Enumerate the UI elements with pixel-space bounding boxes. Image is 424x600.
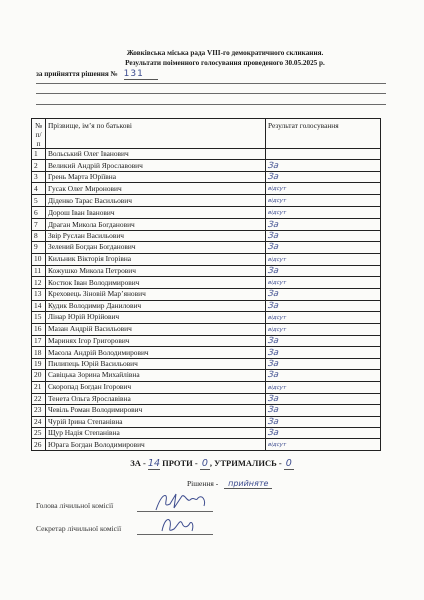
row-number: 1 — [32, 149, 46, 160]
row-number: 4 — [32, 183, 46, 195]
table-row — [32, 160, 381, 171]
table-row — [32, 370, 381, 381]
vote-table — [31, 118, 381, 451]
vote-result: За — [267, 416, 280, 427]
deputy-name: Гусак Олег Миронович — [46, 183, 266, 195]
deputy-name: Лінар Юрій Юрійович — [46, 311, 266, 323]
table-row — [32, 311, 381, 323]
vote-result: відсут — [267, 326, 287, 333]
deputy-name: Чурій Ірина Степанівна — [46, 416, 266, 427]
vote-result-cell — [266, 253, 381, 265]
utrymalys-label: УТРИМАЛИСЬ - — [214, 458, 282, 468]
table-row — [32, 416, 381, 427]
vote-result: За — [267, 265, 280, 276]
row-number: 25 — [32, 428, 46, 439]
table-row — [32, 171, 381, 182]
row-number: 16 — [32, 323, 46, 335]
blank-line — [36, 93, 386, 94]
table-row — [32, 439, 381, 451]
col-result-header: Результат голосування — [266, 119, 381, 149]
row-number: 3 — [32, 171, 46, 182]
vote-result: За — [267, 405, 280, 416]
deputy-name: Савіцька Зорина Михайлівна — [46, 370, 266, 381]
deputy-name: Тенета Ольга Ярославівна — [46, 393, 266, 404]
vote-result: За — [267, 336, 280, 347]
deputy-name: Креховець Зіновій Мар’янович — [46, 289, 266, 300]
row-number: 15 — [32, 311, 46, 323]
row-number: 2 — [32, 160, 46, 171]
decision-result-value: прийняте — [224, 479, 272, 489]
vote-result: За — [267, 289, 280, 300]
table-row — [32, 358, 381, 369]
row-number: 19 — [32, 358, 46, 369]
vote-table-body — [32, 149, 381, 451]
deputy-name: Дорош Іван Іванович — [46, 207, 266, 219]
deputy-name: Мазан Андрій Васильович — [46, 323, 266, 335]
row-number: 17 — [32, 335, 46, 346]
vote-result: За — [267, 370, 280, 381]
deputy-name: Чевіль Роман Володимирович — [46, 405, 266, 416]
proty-label: ПРОТИ - — [162, 458, 198, 468]
decision-line — [36, 69, 158, 80]
vote-result-cell — [266, 323, 381, 335]
vote-result: За — [267, 359, 280, 370]
vote-result: За — [267, 242, 280, 253]
vote-result-cell — [266, 219, 381, 230]
deputy-name: Маринях Ігор Григорович — [46, 335, 266, 346]
deputy-name: Великий Андрій Ярославович — [46, 160, 266, 171]
deputy-name: Кильник Вікторія Ігорівна — [46, 253, 266, 265]
deputy-name: Вольський Олег Іванович — [46, 149, 266, 160]
proty-value: 0 — [201, 458, 208, 469]
table-row — [32, 207, 381, 219]
table-row — [32, 428, 381, 439]
table-row — [32, 335, 381, 346]
deputy-name: Драган Микола Богданович — [46, 219, 266, 230]
vote-result-cell — [266, 335, 381, 346]
deputy-name: Костюк Іван Володимирович — [46, 277, 266, 289]
row-number: 14 — [32, 300, 46, 311]
za-value: 14 — [147, 458, 161, 469]
deputy-name: Кожушко Микола Петрович — [46, 265, 266, 276]
deputy-name: Звір Руслан Васильович — [46, 230, 266, 241]
deputy-name: Скоропад Богдан Ігорович — [46, 381, 266, 393]
vote-result: відсут — [267, 314, 287, 321]
vote-result: За — [267, 160, 280, 171]
row-number: 8 — [32, 230, 46, 241]
table-row — [32, 300, 381, 311]
vote-result: відсут — [267, 198, 287, 205]
vote-result: відсут — [267, 256, 287, 263]
vote-result-cell — [266, 195, 381, 207]
col-number-header: № п/п — [32, 119, 46, 149]
vote-result-cell — [266, 416, 381, 427]
vote-result-cell — [266, 405, 381, 416]
table-row — [32, 195, 381, 207]
table-header-row — [32, 119, 381, 149]
vote-result-cell — [266, 149, 381, 160]
blank-line — [36, 104, 386, 105]
deputy-name: Пилипець Юрій Васильович — [46, 358, 266, 369]
table-row — [32, 230, 381, 241]
table-row — [32, 289, 381, 300]
vote-result-cell — [266, 242, 381, 253]
deputy-name: Юрага Богдан Володимирович — [46, 439, 266, 451]
vote-result-cell — [266, 289, 381, 300]
row-number: 23 — [32, 405, 46, 416]
vote-result-cell — [266, 277, 381, 289]
vote-result: За — [267, 300, 280, 311]
table-row — [32, 393, 381, 404]
vote-result-cell — [266, 370, 381, 381]
secretary-signature — [158, 513, 198, 537]
row-number: 7 — [32, 219, 46, 230]
deputy-name: Діденко Тарас Васильович — [46, 195, 266, 207]
table-row — [32, 149, 381, 160]
secretary-label: Секретар лічильної комісії — [36, 524, 122, 533]
vote-result-cell — [266, 393, 381, 404]
decision-number: 131 — [124, 69, 158, 80]
row-number: 5 — [32, 195, 46, 207]
vote-result: відсут — [267, 210, 287, 217]
deputy-name: Маєола Андрій Володимирович — [46, 347, 266, 358]
vote-result-cell — [266, 347, 381, 358]
blank-line — [36, 83, 386, 84]
vote-result-cell — [266, 230, 381, 241]
za-label: ЗА - — [130, 458, 146, 468]
deputy-name: Зелений Богдан Богданович — [46, 242, 266, 253]
decision-result — [187, 479, 272, 488]
vote-result-cell — [266, 171, 381, 182]
table-row — [32, 219, 381, 230]
vote-result: За — [267, 428, 280, 439]
vote-result-cell — [266, 358, 381, 369]
row-number: 11 — [32, 265, 46, 276]
header-council-title: Жовківська міська рада VIII-го демократичного скликання. — [126, 49, 324, 57]
vote-result: відсут — [267, 280, 287, 287]
chair-signature — [152, 490, 212, 514]
table-row — [32, 323, 381, 335]
row-number: 13 — [32, 289, 46, 300]
row-number: 6 — [32, 207, 46, 219]
decision-result-label: Рішення - — [187, 479, 219, 488]
table-row — [32, 265, 381, 276]
vote-result: За — [267, 347, 280, 358]
row-number: 10 — [32, 253, 46, 265]
row-number: 26 — [32, 439, 46, 451]
row-number: 24 — [32, 416, 46, 427]
vote-result-cell — [266, 207, 381, 219]
col-name-header: Прізвище, ім’я по батькові — [46, 119, 266, 149]
vote-result-cell — [266, 265, 381, 276]
header-vote-title: Результати поіменного голосування проведеного 30.05.2025 р. — [125, 59, 325, 67]
totals-line: ЗА - 14 ПРОТИ - 0 , УТРИМАЛИСЬ - 0 — [130, 458, 292, 469]
vote-result-cell — [266, 311, 381, 323]
vote-result: відсут — [267, 384, 287, 391]
table-row — [32, 277, 381, 289]
vote-result: За — [267, 172, 280, 183]
deputy-name: Щур Надія Степанівна — [46, 428, 266, 439]
vote-result: відсут — [267, 186, 287, 193]
vote-result-cell — [266, 439, 381, 451]
table-row — [32, 347, 381, 358]
vote-result-cell — [266, 300, 381, 311]
table-row — [32, 242, 381, 253]
row-number: 18 — [32, 347, 46, 358]
vote-result: За — [267, 393, 280, 404]
row-number: 9 — [32, 242, 46, 253]
table-row — [32, 381, 381, 393]
deputy-name: Грень Марта Юріївна — [46, 171, 266, 182]
table-row — [32, 183, 381, 195]
row-number: 12 — [32, 277, 46, 289]
vote-result-cell — [266, 160, 381, 171]
vote-result-cell — [266, 381, 381, 393]
row-number: 22 — [32, 393, 46, 404]
chair-label: Голова лічильної комісії — [36, 501, 114, 510]
row-number: 20 — [32, 370, 46, 381]
table-row — [32, 405, 381, 416]
vote-result-cell — [266, 428, 381, 439]
row-number: 21 — [32, 381, 46, 393]
vote-result: За — [267, 219, 280, 230]
vote-result: відсут — [267, 442, 287, 449]
deputy-name: Кудик Володимир Данилович — [46, 300, 266, 311]
vote-result: За — [267, 230, 280, 241]
table-row — [32, 253, 381, 265]
utrymalys-value: 0 — [285, 458, 292, 469]
decision-label: за прийняття рішення № — [36, 70, 118, 78]
vote-result-cell — [266, 183, 381, 195]
